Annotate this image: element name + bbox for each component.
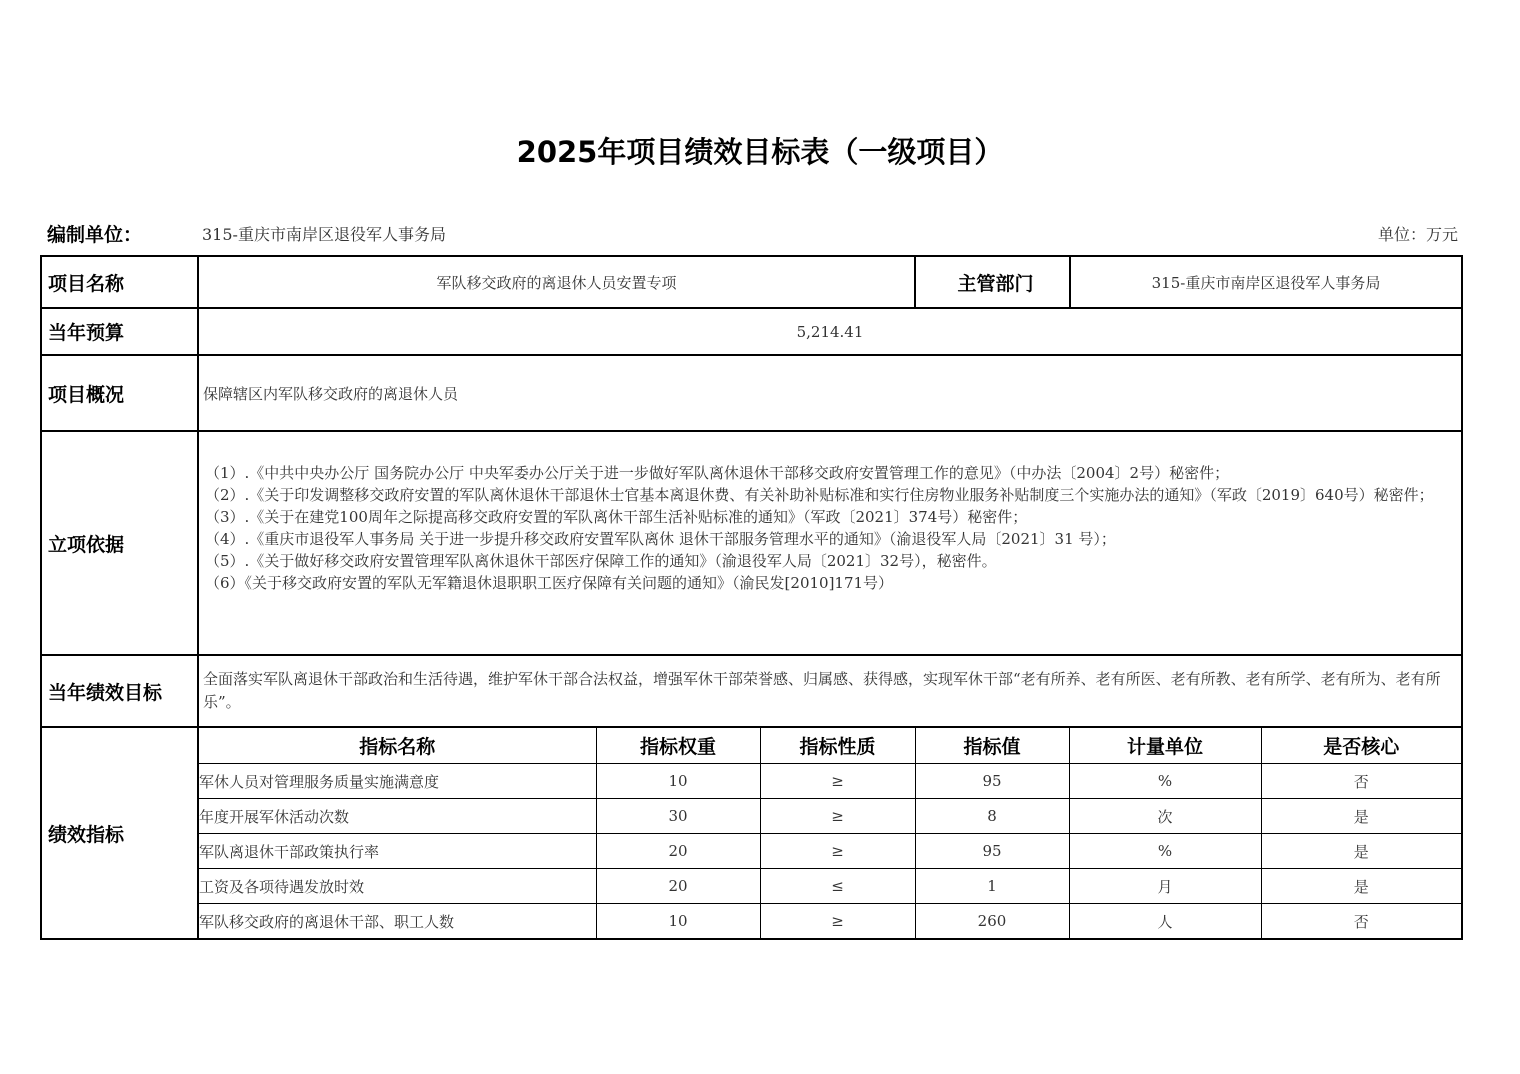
indicator-weight: 20 — [596, 869, 760, 904]
col-header-nature: 指标性质 — [760, 728, 915, 764]
indicator-weight: 30 — [596, 799, 760, 834]
indicator-core: 是 — [1261, 799, 1461, 834]
indicator-label: 绩效指标 — [41, 727, 198, 939]
indicator-core: 是 — [1261, 834, 1461, 869]
budget-value: 5,214.41 — [198, 308, 1462, 355]
row-project-name — [41, 256, 1462, 308]
dept-label: 主管部门 — [915, 256, 1070, 308]
basis-line: （6）《关于移交政府安置的军队无军籍退休退职职工医疗保障有关问题的通知》（渝民发[2010]171号） — [205, 574, 894, 592]
basis-line: （1）.《中共中央办公厅 国务院办公厅 中央军委办公厅关于进一步做好军队离休退休干部移交政府安置管理工作的意见》（中办法〔2004〕2号）秘密件； — [205, 464, 1230, 482]
col-header-core: 是否核心 — [1261, 728, 1461, 764]
indicator-core: 否 — [1261, 904, 1461, 939]
basis-text — [198, 431, 1462, 655]
table-row — [199, 799, 1461, 834]
indicator-weight: 10 — [596, 904, 760, 939]
row-goal — [41, 655, 1462, 727]
indicator-value: 95 — [915, 834, 1069, 869]
indicator-value: 260 — [915, 904, 1069, 939]
overview-value: 保障辖区内军队移交政府的离退休人员 — [198, 355, 1462, 431]
indicator-weight: 10 — [596, 764, 760, 799]
unit-value: 315-重庆市南岸区退役军人事务局 — [202, 225, 446, 244]
table-row — [199, 764, 1461, 799]
budget-label: 当年预算 — [41, 308, 198, 355]
indicator-nature: ≥ — [760, 799, 915, 834]
basis-line: （5）.《关于做好移交政府安置管理军队离休退休干部医疗保障工作的通知》（渝退役军人局〔2021〕32号），秘密件。 — [205, 552, 997, 570]
basis-line: （3）.《关于在建党100周年之际提高移交政府安置的军队离休干部生活补贴标准的通知》（军政〔2021〕374号）秘密件； — [205, 508, 1028, 526]
indicator-nature: ≥ — [760, 834, 915, 869]
indicator-unit: % — [1069, 834, 1261, 869]
indicator-table — [199, 728, 1461, 938]
table-row — [199, 869, 1461, 904]
indicator-name: 军队移交政府的离退休干部、职工人数 — [199, 904, 596, 939]
money-unit: 单位：万元 — [1377, 225, 1458, 244]
col-header-value: 指标值 — [915, 728, 1069, 764]
indicator-header-row — [199, 728, 1461, 764]
indicator-nature: ≥ — [760, 904, 915, 939]
row-basis — [41, 431, 1462, 655]
indicator-name: 工资及各项待遇发放时效 — [199, 869, 596, 904]
project-name-label: 项目名称 — [41, 256, 198, 308]
indicator-core: 否 — [1261, 764, 1461, 799]
indicator-nature: ≥ — [760, 764, 915, 799]
basis-line: （2）.《关于印发调整移交政府安置的军队离休退休干部退休士官基本离退休费、有关补助补贴标准和实行住房物业服务补贴制度三个实施办法的通知》（军政〔2019〕640号）秘密件； — [205, 486, 1434, 504]
basis-label: 立项依据 — [41, 431, 198, 655]
indicator-unit: % — [1069, 764, 1261, 799]
performance-table — [40, 255, 1463, 940]
indicator-nature: ≤ — [760, 869, 915, 904]
col-header-name: 指标名称 — [199, 728, 596, 764]
unit-label: 编制单位： — [47, 224, 143, 246]
page-title: 2025年项目绩效目标表（一级项目） — [516, 135, 1004, 169]
basis-line: （4）.《重庆市退役军人事务局 关于进一步提升移交政府安置军队离休 退休干部服务管理水平的通知》（渝退役军人局〔2021〕31 号）； — [205, 530, 1116, 548]
indicator-unit: 人 — [1069, 904, 1261, 939]
dept-value: 315-重庆市南岸区退役军人事务局 — [1070, 256, 1462, 308]
overview-label: 项目概况 — [41, 355, 198, 431]
row-overview — [41, 355, 1462, 431]
indicator-name: 年度开展军休活动次数 — [199, 799, 596, 834]
indicator-unit: 次 — [1069, 799, 1261, 834]
project-name-value: 军队移交政府的离退休人员安置专项 — [198, 256, 915, 308]
indicator-value: 95 — [915, 764, 1069, 799]
indicator-name: 军休人员对管理服务质量实施满意度 — [199, 764, 596, 799]
goal-label: 当年绩效目标 — [41, 655, 198, 727]
col-header-unit: 计量单位 — [1069, 728, 1261, 764]
table-row — [199, 904, 1461, 939]
indicator-weight: 20 — [596, 834, 760, 869]
indicator-unit: 月 — [1069, 869, 1261, 904]
table-row — [199, 834, 1461, 869]
indicator-value: 1 — [915, 869, 1069, 904]
indicator-value: 8 — [915, 799, 1069, 834]
row-indicators — [41, 727, 1462, 939]
indicator-name: 军队离退休干部政策执行率 — [199, 834, 596, 869]
col-header-weight: 指标权重 — [596, 728, 760, 764]
indicator-cell — [198, 727, 1462, 939]
row-budget — [41, 308, 1462, 355]
indicator-core: 是 — [1261, 869, 1461, 904]
goal-value: 全面落实军队离退休干部政治和生活待遇，维护军休干部合法权益，增强军休干部荣誉感、归属感、获得感，实现军休干部“老有所养、老有所医、老有所教、老有所学、老有所为、老有所乐”。 — [198, 655, 1462, 727]
